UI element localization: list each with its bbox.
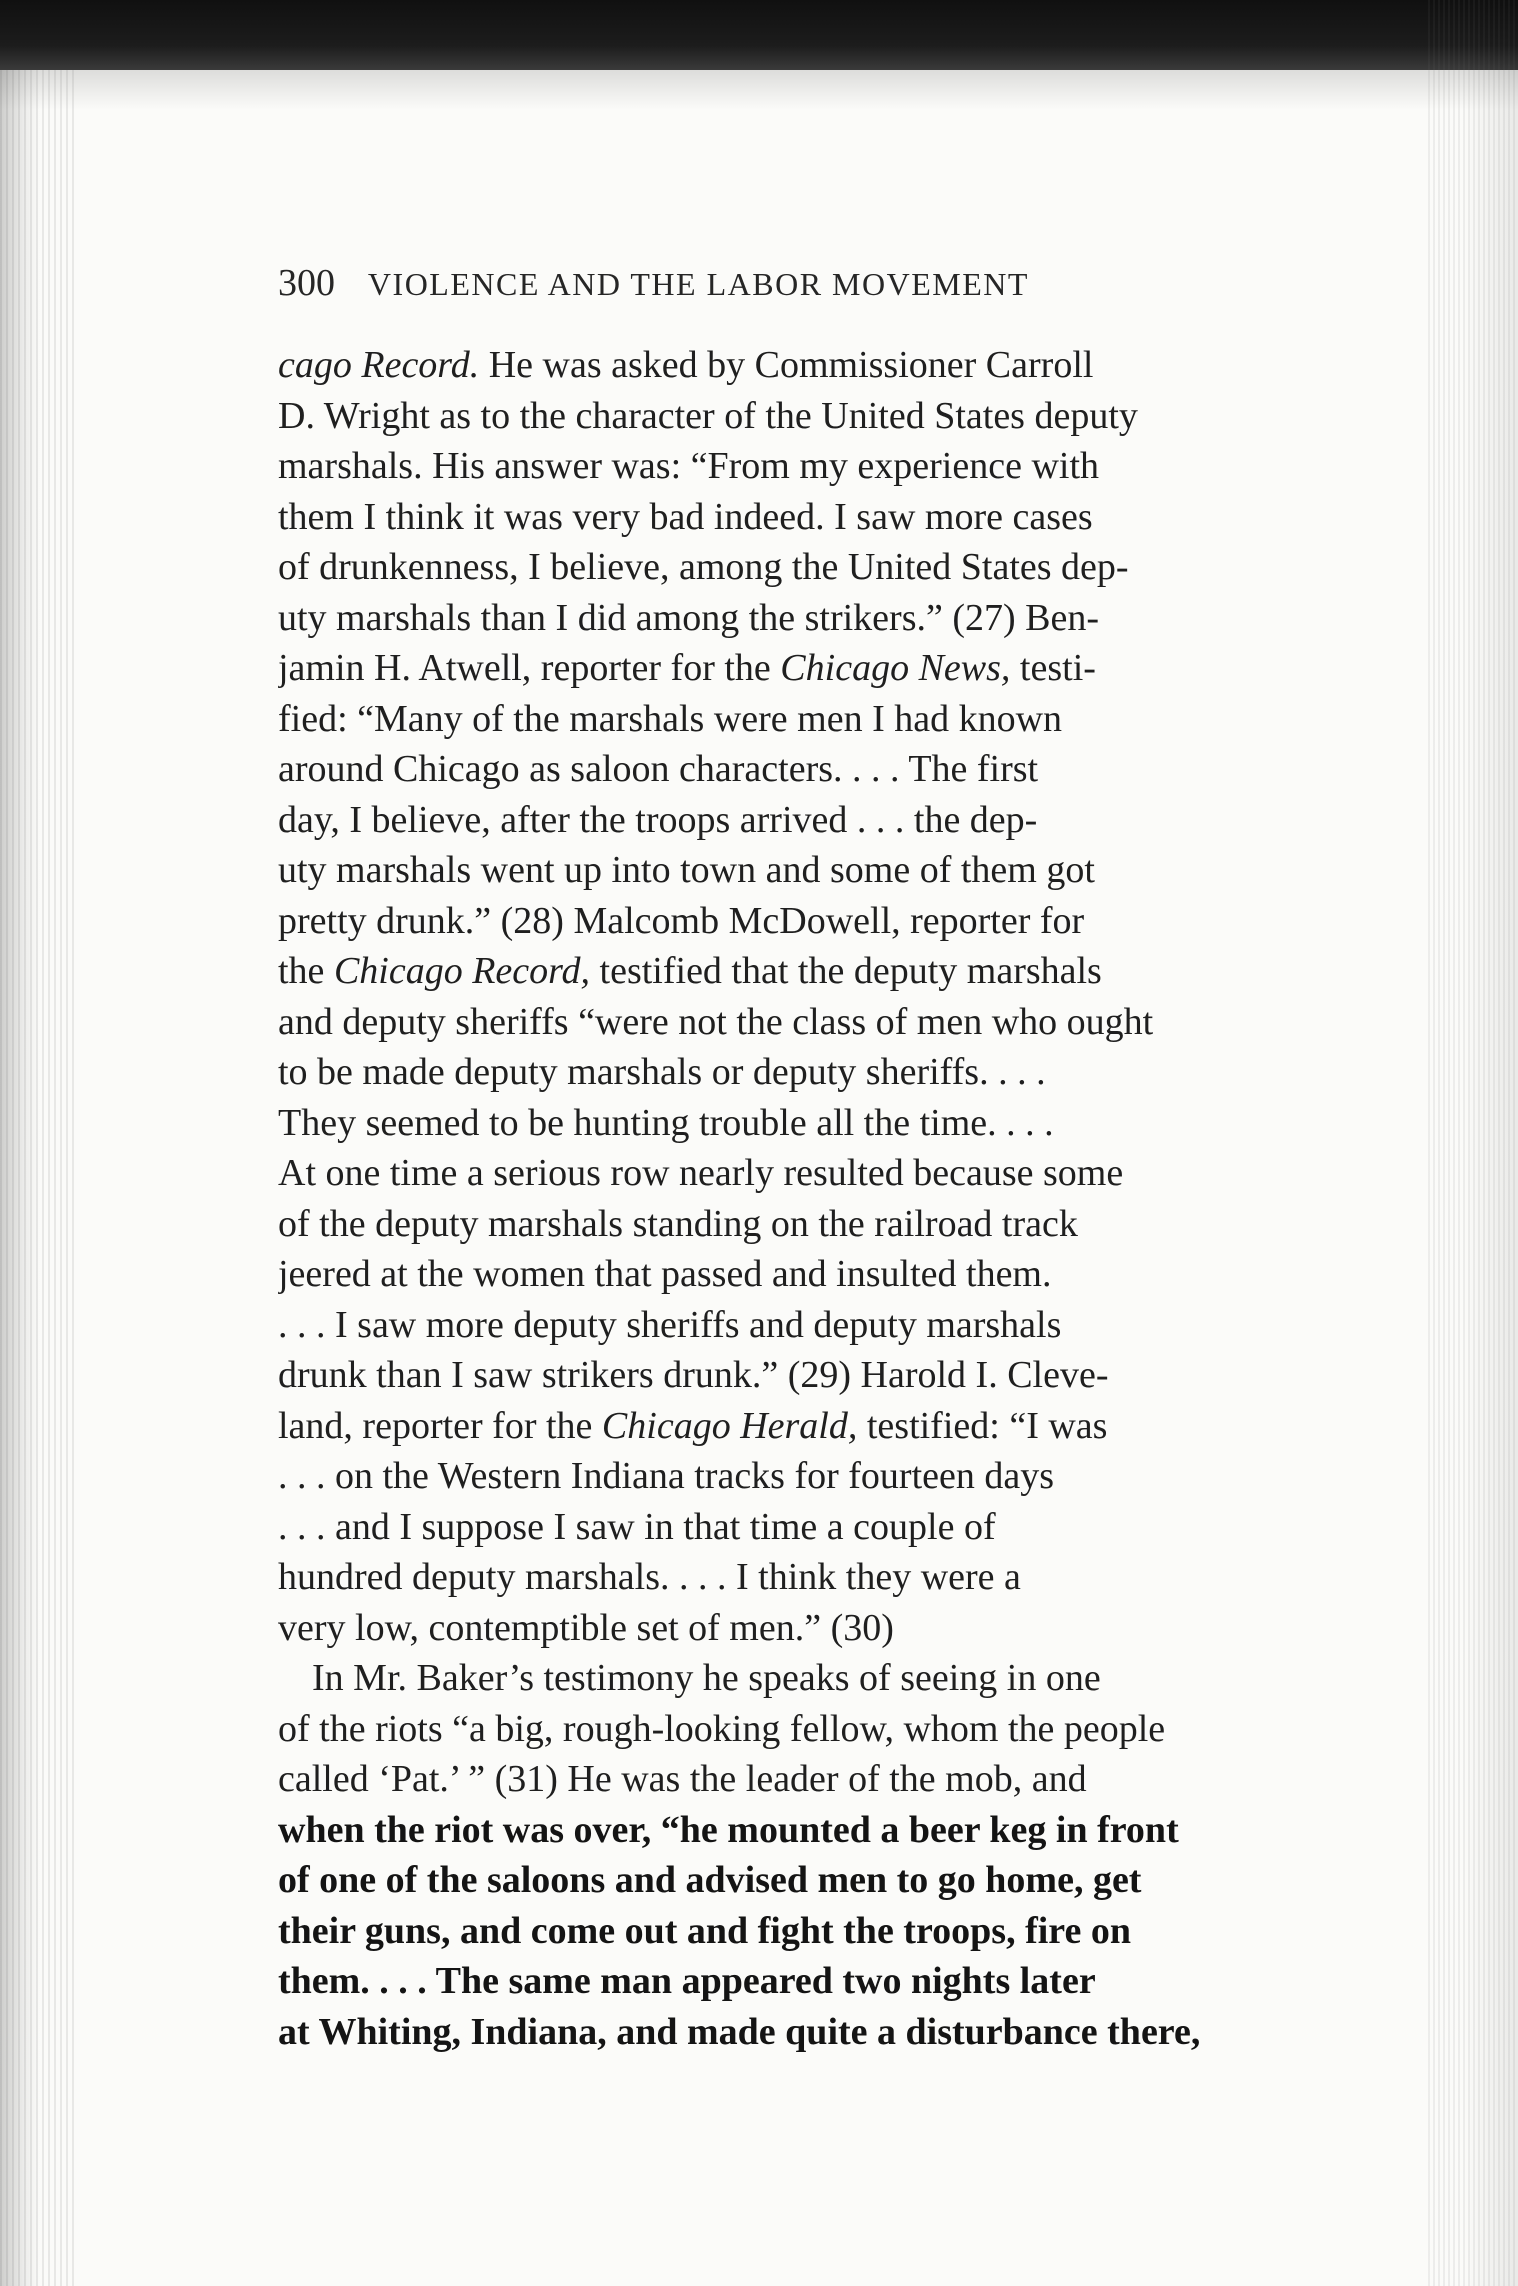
text-line: called ‘Pat.’ ” (31) He was the leader of the mob, and	[278, 1758, 1087, 1800]
left-page-shadow	[0, 70, 40, 2286]
text-line: cago Record. He was asked by Commissioner Carroll	[278, 344, 1094, 386]
text-line: around Chicago as saloon characters. . . . The first	[278, 748, 1039, 790]
text-line: land, reporter for the Chicago Herald, testified: “I was	[278, 1404, 1108, 1447]
right-page-shadow	[1463, 0, 1518, 2286]
text-line: . . . on the Western Indiana tracks for fourteen days	[278, 1455, 1055, 1497]
text-line: when the riot was over, “he mounted a beer keg in front	[278, 1808, 1179, 1851]
text-line: uty marshals went up into town and some of them got	[278, 849, 1095, 891]
scan-top-shadow	[0, 70, 1518, 110]
text-line: At one time a serious row nearly resulted because some	[278, 1152, 1124, 1194]
text-line: fied: “Many of the marshals were men I had known	[278, 697, 1063, 740]
text-line: . . . I saw more deputy sheriffs and deputy marshals	[278, 1303, 1062, 1346]
text-line: to be made deputy marshals or deputy sheriffs. . . .	[278, 1051, 1046, 1093]
text-line: They seemed to be hunting trouble all the time. . . .	[278, 1101, 1054, 1144]
text-line: very low, contemptible set of men.” (30)	[278, 1606, 894, 1649]
text-line: jeered at the women that passed and insulted them.	[278, 1253, 1052, 1295]
text-line: of drunkenness, I believe, among the United States dep-	[278, 546, 1129, 588]
text-line: marshals. His answer was: “From my experience with	[278, 445, 1100, 487]
text-line: jamin H. Atwell, reporter for the Chicago News, testi-	[278, 647, 1096, 689]
text-line: drunk than I saw strikers drunk.” (29) Harold I. Cleve-	[278, 1354, 1109, 1396]
text-line: . . . and I suppose I saw in that time a couple of	[278, 1505, 996, 1548]
text-line: pretty drunk.” (28) Malcomb McDowell, reporter for	[278, 899, 1085, 942]
text-line: uty marshals than I did among the strikers.” (27) Ben-	[278, 596, 1100, 639]
page-number: 300	[278, 262, 335, 304]
scan-top-dark-border	[0, 0, 1518, 70]
text-line: day, I believe, after the troops arrived . . . the dep-	[278, 798, 1038, 841]
text-line: hundred deputy marshals. . . . I think they were a	[278, 1556, 1021, 1598]
text-line: at Whiting, Indiana, and made quite a disturbance there,	[278, 2010, 1201, 2053]
text-line: of one of the saloons and advised men to go home, get	[278, 1859, 1142, 1901]
italic-title: Chicago Record,	[333, 950, 591, 992]
text-line: D. Wright as to the character of the United States deputy	[278, 394, 1138, 437]
italic-title: Chicago Herald,	[601, 1404, 858, 1447]
paragraph-deputy-marshals-testimony	[278, 340, 1338, 1653]
italic-title: cago Record.	[278, 344, 480, 386]
paragraph-baker-testimony	[278, 1653, 1338, 2057]
page-body-text	[278, 340, 1338, 2057]
running-title: VIOLENCE AND THE LABOR MOVEMENT	[367, 266, 1029, 302]
text-line: of the deputy marshals standing on the railroad track	[278, 1202, 1078, 1245]
running-head	[278, 258, 1338, 308]
text-line: and deputy sheriffs “were not the class of men who ought	[278, 1000, 1154, 1043]
text-line: them. . . . The same man appeared two nights later	[278, 1960, 1096, 2002]
text-line: their guns, and come out and fight the troops, fire on	[278, 1909, 1131, 1952]
text-line: of the riots “a big, rough-looking fellow, whom the people	[278, 1707, 1166, 1750]
text-line: the Chicago Record, testified that the deputy marshals	[278, 950, 1102, 992]
text-line: them I think it was very bad indeed. I saw more cases	[278, 495, 1093, 538]
text-line: In Mr. Baker’s testimony he speaks of seeing in one	[312, 1657, 1101, 1699]
italic-title: Chicago News,	[780, 647, 1011, 689]
